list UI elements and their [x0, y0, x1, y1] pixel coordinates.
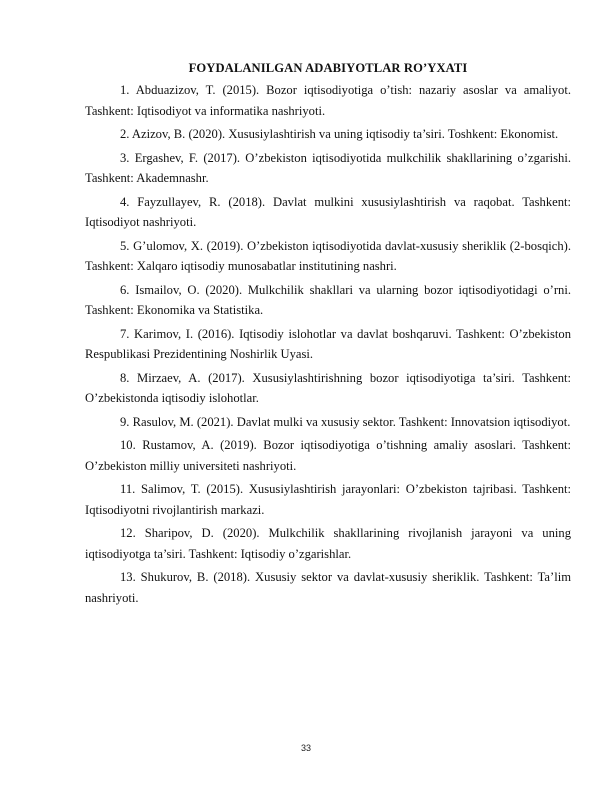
reference-item-7: 7. Karimov, I. (2016). Iqtisodiy islohotlar va davlat boshqaruvi. Tashkent: O’zbekiston Respublikasi Prezidentining Noshirlik Uyasi. [85, 326, 571, 361]
reference-item-9: 9. Rasulov, M. (2021). Davlat mulki va xususiy sektor. Tashkent: Innovatsion iqtisodiyot. [120, 414, 571, 429]
reference-item-12: 12. Sharipov, D. (2020). Mulkchilik shakllarining rivojlanish jarayoni va uning iqtisodiyotga ta’siri. Tashkent: Iqtisodiy o’zgarishlar. [85, 526, 571, 561]
reference-item-4: 4. Fayzullayev, R. (2018). Davlat mulkini xususiylashtirish va raqobat. Tashkent: Iqtisodiyot nashriyoti. [85, 194, 571, 229]
reference-item-2: 2. Azizov, B. (2020). Xususiylashtirish va uning iqtisodiy ta’siri. Toshkent: Ekonomist. [120, 127, 559, 141]
reference-item-8: 8. Mirzaev, A. (2017). Xususiylashtirishning bozor iqtisodiyotiga ta’siri. Tashkent: O’zbekistonda iqtisodiy islohotlar. [85, 370, 571, 405]
reference-item-1: 1. Abduazizov, T. (2015). Bozor iqtisodiyotiga o’tish: nazariy asoslar va amaliyot. Tashkent: Iqtisodiyot va informatika nashriyoti. [85, 83, 571, 118]
page-title: FOYDALANILGAN ADABIYOTLAR RO’YXATI [188, 61, 468, 75]
page-content [85, 58, 571, 611]
page-number: 33 [300, 743, 311, 753]
reference-item-6: 6. Ismailov, O. (2020). Mulkchilik shakllari va ularning bozor iqtisodiyotidagi o’rni. Tashkent: Ekonomika va Statistika. [85, 282, 571, 317]
reference-item-11: 11. Salimov, T. (2015). Xususiylashtirish jarayonlari: O’zbekiston tajribasi. Tashkent: Iqtisodiyotni rivojlantirish markazi. [85, 482, 571, 517]
reference-item-3: 3. Ergashev, F. (2017). O’zbekiston iqtisodiyotida mulkchilik shakllarining o’zgarishi. Tashkent: Akademnashr. [85, 150, 571, 185]
reference-item-10: 10. Rustamov, A. (2019). Bozor iqtisodiyotiga o’tishning amaliy asoslari. Tashkent: O’zbekiston milliy universiteti nashriyoti. [85, 438, 571, 473]
reference-item-13: 13. Shukurov, B. (2018). Xususiy sektor va davlat-xususiy sheriklik. Tashkent: Ta’lim nashriyoti. [85, 570, 571, 605]
reference-list [85, 80, 571, 608]
reference-item-5: 5. G’ulomov, X. (2019). O’zbekiston iqtisodiyotida davlat-xususiy sheriklik (2-bosqich). Tashkent: Xalqaro iqtisodiy munosabatlar institutining nashri. [85, 238, 571, 273]
